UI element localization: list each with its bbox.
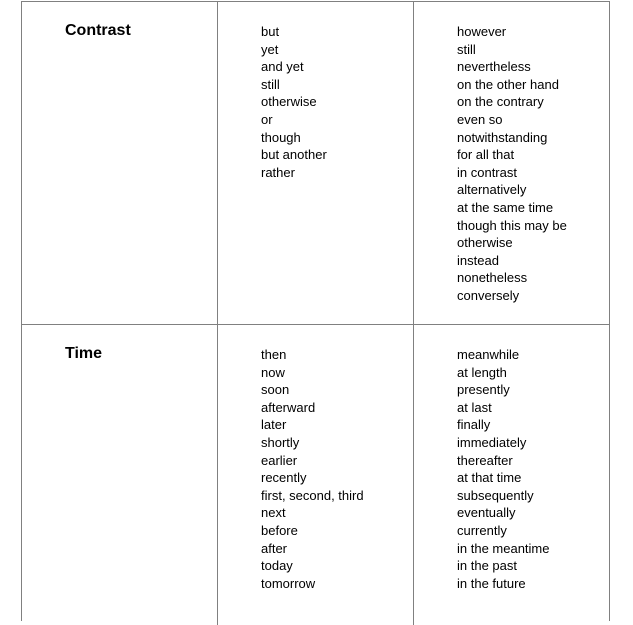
list-item: finally bbox=[457, 417, 491, 433]
list-item: later bbox=[261, 417, 287, 433]
list-item: in the future bbox=[457, 575, 526, 591]
time-column-2-cell bbox=[414, 325, 610, 625]
list-item: nonetheless bbox=[457, 270, 528, 286]
contrast-column-1-list bbox=[261, 23, 327, 181]
list-item: afterward bbox=[261, 399, 316, 415]
list-item: at last bbox=[457, 399, 492, 415]
list-item: now bbox=[261, 364, 285, 380]
list-item: today bbox=[261, 558, 293, 574]
list-item: though this may be bbox=[457, 217, 567, 233]
list-item: thereafter bbox=[457, 452, 513, 468]
list-item: yet bbox=[261, 41, 279, 57]
list-item: soon bbox=[261, 382, 290, 398]
list-item: rather bbox=[261, 164, 295, 180]
list-item: at the same time bbox=[457, 199, 554, 215]
time-heading: Time bbox=[65, 345, 103, 362]
list-item: eventually bbox=[457, 505, 516, 521]
list-item: but another bbox=[261, 147, 327, 163]
time-column-1-list bbox=[261, 346, 364, 592]
list-item: or bbox=[261, 111, 273, 127]
list-item: alternatively bbox=[457, 182, 527, 198]
list-item: meanwhile bbox=[457, 347, 520, 362]
table-row-time bbox=[22, 325, 609, 625]
list-item: on the other hand bbox=[457, 76, 559, 92]
time-column-1-cell bbox=[218, 325, 414, 625]
list-item: on the contrary bbox=[457, 94, 544, 110]
list-item: still bbox=[261, 76, 280, 92]
list-item: after bbox=[261, 540, 288, 556]
list-item: next bbox=[261, 505, 286, 521]
list-item: notwithstanding bbox=[457, 129, 548, 145]
list-item: still bbox=[457, 41, 476, 57]
list-item: and yet bbox=[261, 59, 304, 75]
contrast-column-2-cell bbox=[414, 2, 610, 324]
list-item: subsequently bbox=[457, 487, 534, 503]
list-item: though bbox=[261, 129, 301, 145]
list-item: shortly bbox=[261, 434, 300, 450]
list-item: currently bbox=[457, 522, 507, 538]
list-item: nevertheless bbox=[457, 59, 531, 75]
list-item: conversely bbox=[457, 287, 520, 303]
contrast-column-2-list bbox=[457, 23, 567, 305]
list-item: before bbox=[261, 522, 298, 538]
list-item: first, second, third bbox=[261, 487, 364, 503]
list-item: tomorrow bbox=[261, 575, 316, 591]
contrast-heading: Contrast bbox=[65, 22, 131, 39]
list-item: in the past bbox=[457, 558, 517, 574]
list-item: immediately bbox=[457, 434, 527, 450]
list-item: however bbox=[457, 24, 507, 39]
list-item: presently bbox=[457, 382, 510, 398]
list-item: at that time bbox=[457, 470, 522, 486]
list-item: earlier bbox=[261, 452, 298, 468]
list-item: in contrast bbox=[457, 164, 517, 180]
list-item: instead bbox=[457, 252, 499, 268]
list-item: otherwise bbox=[261, 94, 317, 110]
list-item: even so bbox=[457, 111, 503, 127]
contrast-column-1-cell bbox=[218, 2, 414, 324]
list-item: but bbox=[261, 24, 280, 39]
list-item: recently bbox=[261, 470, 307, 486]
list-item: in the meantime bbox=[457, 540, 550, 556]
time-heading-cell bbox=[22, 325, 218, 625]
list-item: otherwise bbox=[457, 235, 513, 251]
time-column-2-list bbox=[457, 346, 550, 592]
list-item: then bbox=[261, 347, 287, 362]
contrast-heading-cell bbox=[22, 2, 218, 324]
list-item: for all that bbox=[457, 147, 515, 163]
transition-words-table bbox=[21, 1, 610, 621]
table-row-contrast bbox=[22, 2, 609, 325]
list-item: at length bbox=[457, 364, 507, 380]
